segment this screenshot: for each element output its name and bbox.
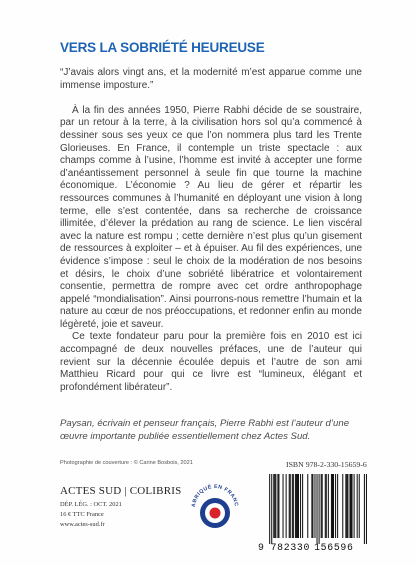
barcode-digits [258,542,370,553]
barcode-bar [364,474,365,544]
ean-barcode [264,474,368,544]
barcode-bar [271,474,272,544]
barcode-bar [273,474,274,538]
barcode-bar [275,474,276,538]
barcode-bar [278,474,279,538]
roundel-center [210,508,221,519]
barcode-bar [351,474,352,538]
blurb-paragraph-2: Ce texte fondateur paru pour la première fois en 2010 est ici accompagné de deux nouvelles préfaces, une de l’auteur qui revient sur la décennie écoulée depuis et l’autre de son ami Matthieu Ricard pour qui ce livre est “lumineux, élégant et profondément libérateur”. [60,331,362,393]
barcode-bar [354,474,355,538]
badge-text: ABRIQUÉ EN FRANC [190,483,240,508]
barcode-bar [293,474,294,538]
barcode-bar [296,474,297,538]
photo-credit: Photographie de couverture : © Carine Bosbois, 2021 [60,460,193,466]
barcode-first-digit: 9 [258,542,265,553]
barcode-bar [300,474,301,538]
barcode-bar [314,474,315,538]
barcode-bar [342,474,343,538]
barcode-bar [359,474,360,538]
isbn: ISBN 978-2-330-15659-6 [286,460,367,469]
barcode-bar [277,474,278,538]
book-title: VERS LA SOBRIÉTÉ HEUREUSE [60,40,265,55]
barcode-bar [333,474,334,538]
barcode-bar [328,474,329,538]
barcode-bar [322,474,323,538]
barcode-right-group: 156596 [314,542,354,553]
barcode-bar [298,474,299,538]
price: 16 € TTC France [60,511,104,518]
barcode-bar [286,474,287,538]
barcode-bar [295,474,296,538]
barcode-left-group: 782330 [270,542,311,553]
barcode-bar [317,474,318,544]
barcode-bar [335,474,336,538]
barcode-bar [297,474,298,538]
barcode-bar [326,474,327,538]
barcode-bar [307,474,308,538]
barcode-bar [346,474,347,538]
barcode-bar [302,474,303,538]
barcode-bar [269,474,270,544]
barcode-bar [349,474,350,538]
barcode-bar [337,474,338,538]
barcode-bar [289,474,290,538]
barcode-bar [332,474,333,538]
barcode-bar [311,474,312,538]
barcode-bar [331,474,332,538]
barcode-bar [321,474,322,538]
barcode-bar [347,474,348,538]
legal-deposit: DÉP. LÉG. : OCT. 2021 [60,501,122,508]
barcode-bar [283,474,284,538]
barcode-bar [319,474,320,544]
barcode-bar [357,474,358,538]
author-bio: Paysan, écrivain et penseur français, Pierre Rabhi est l’auteur d’une œuvre importante publiée essentiellement chez Actes Sud. [60,418,350,442]
barcode-bar [325,474,326,538]
barcode-bar [366,474,367,544]
barcode-bar [312,474,313,538]
made-in-france-badge [187,480,243,536]
opening-quote: “J’avais alors vingt ans, et la modernité m’est apparue comme une immense imposture.” [60,67,362,91]
blurb-text [60,67,362,394]
blurb-paragraph-1: À la fin des années 1950, Pierre Rabhi décide de se soustraire, par un retour à la terre, à la civilisation hors sol qu’a commencé à dessiner sous ses yeux ce que l’on nommera plus tard les Trente Glorieuses. En France, il contemple un triste spectacle : aux champs comme à l’usine, l’homme est invité à accepter une forme d’anéantissement personnel à seule fin que tourne la machine économique. L’économie ? Au lieu de gérer et répartir les ressources communes à l’humanité en déployant une vision à long terme, elle s’est contentée, dans sa recherche de croissance illimitée, d’élever la prédation au rang de science. Le lien viscéral avec la nature est rompu ; cette dernière n’est plus qu’un gisement de ressources à exploiter – et à épuiser. Au fil des expériences, une évidence s’impose : seul le choix de la modération de nos besoins et désirs, le choix d’une sobriété libératrice et volontairement consentie, permettra de rompre avec cet ordre anthropophage appelé “mondialisation”. Ainsi pourrons-nous remettre l’humain et la nature au cœur de nos préoccupations, et redonner enfin au monde légèreté, joie et saveur. [60,104,362,330]
website: www.actes-sud.fr [60,521,105,528]
barcode-bar [292,474,293,538]
barcode-bar [345,474,346,538]
barcode-bar [290,474,291,538]
barcode-bar [352,474,353,538]
publisher-name: ACTES SUD | COLIBRIS [60,485,182,497]
barcode-bar [274,474,275,538]
